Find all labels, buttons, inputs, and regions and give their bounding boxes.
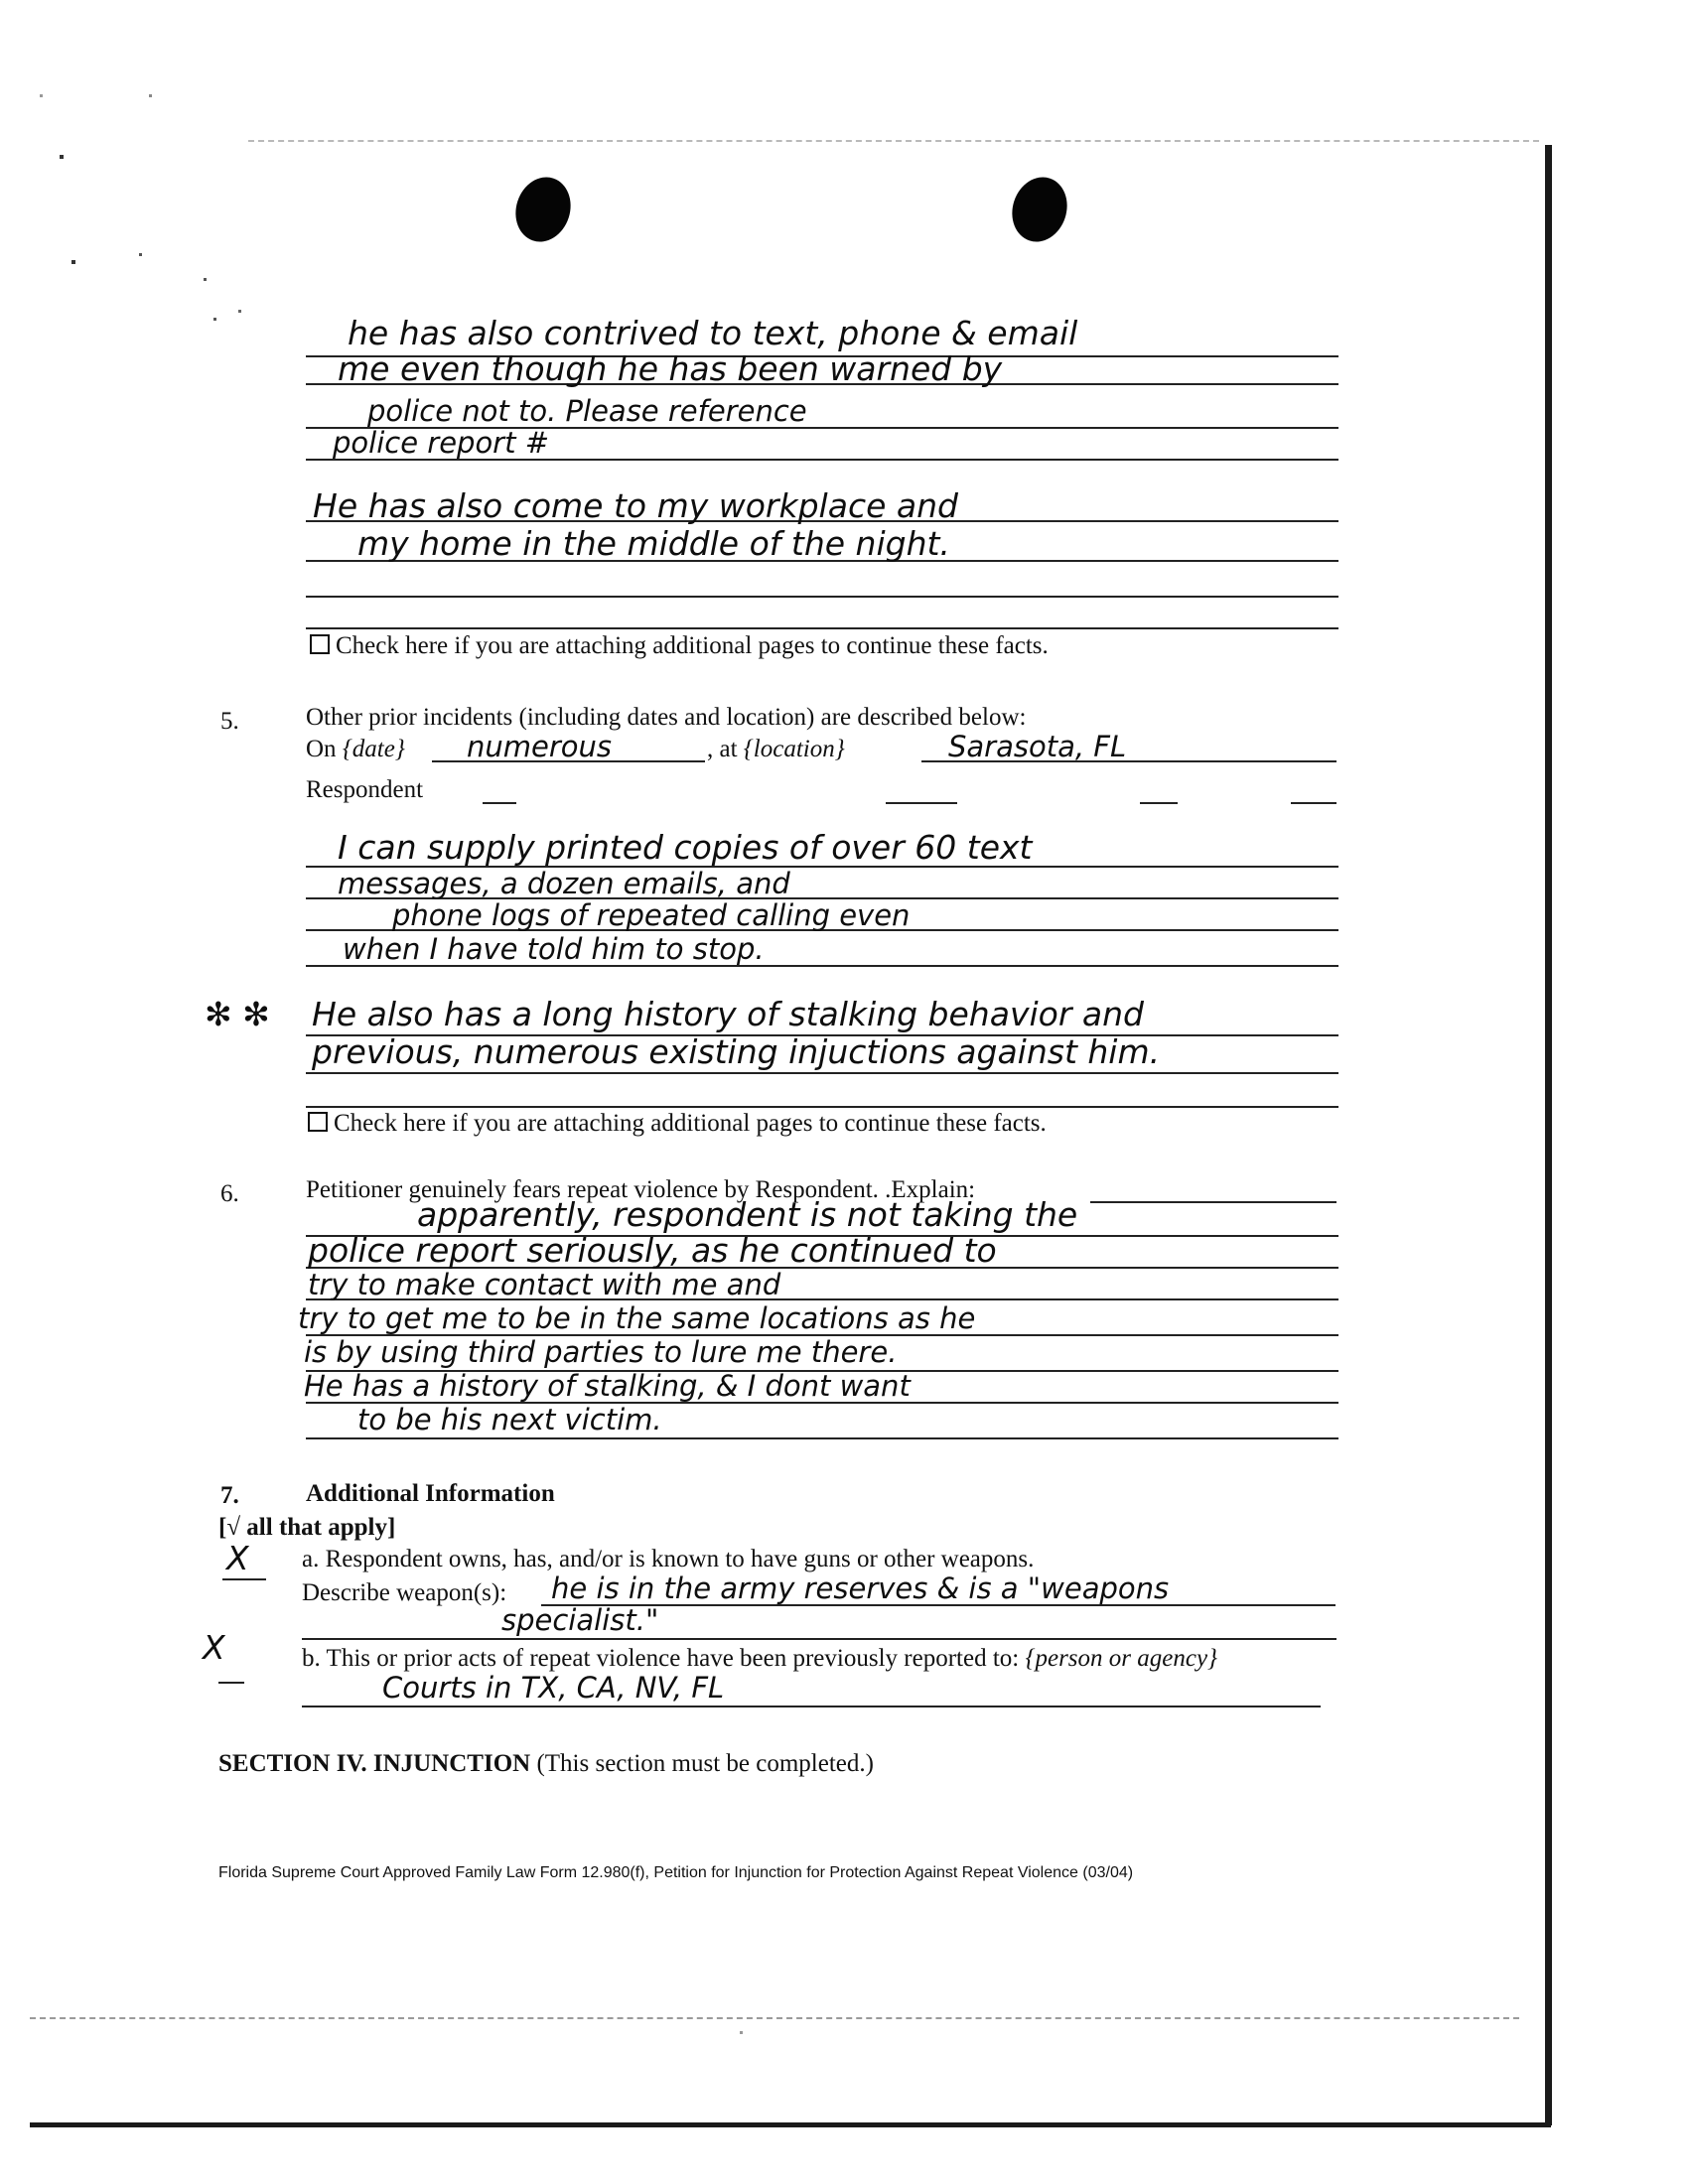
item-5-text-1: I can supply printed copies of over 60 text [338,828,1033,867]
item-7-title: Additional Information [306,1480,555,1507]
attach-pages-label-1: Check here if you are attaching additional pages to continue these facts. [336,632,1049,659]
attach-pages-label-2: Check here if you are attaching additional pages to continue these facts. [334,1110,1047,1137]
item-7a-describe-line-2 [302,1638,1336,1640]
item-5-text-4: when I have told him to stop. [343,932,765,966]
location-label [707,735,845,764]
narrative-text-6: my home in the middle of the night. [357,524,950,563]
item-7b-hint: {person or agency} [1025,1645,1218,1672]
item-6-text-2: police report seriously, as he continued to [308,1231,997,1270]
at-label: , at [707,736,738,762]
item-5-text-3: phone logs of repeated calling even [392,898,911,932]
item-6-intro: Petitioner genuinely fears repeat violence by Respondent. .Explain: [306,1176,976,1203]
on-label: On [306,736,337,762]
item-7a-describe-value[interactable]: he is in the army reserves & is a "weapons [551,1571,1170,1605]
narrative-text-2: me even though he has been warned by [338,349,1003,388]
narrative-text-3: police not to. Please reference [367,394,807,428]
item-5-note-1: He also has a long history of stalking behavior and [312,995,1144,1033]
item-7b-mark[interactable]: X [203,1628,225,1667]
item-5-on-label [306,735,405,764]
item-5-line-6 [306,1072,1338,1074]
respondent-label: Respondent [306,776,424,803]
respondent-blank-4 [1291,802,1336,804]
narrative-line-8 [306,627,1338,629]
item-6-text-4: try to get me to be in the same locations as he [298,1301,976,1335]
item-5-text-2: messages, a dozen emails, and [338,867,790,900]
narrative-text-1: he has also contrived to text, phone & email [348,314,1078,352]
asterisk-marks: ✻ ✻ [205,995,270,1033]
item-5-note-2: previous, numerous existing injuctions against him. [312,1032,1161,1071]
respondent-blank-1 [483,802,516,804]
location-hint: {location} [743,736,845,762]
item-7a-mark-line [222,1578,266,1580]
item-6-explain-line [1090,1201,1336,1203]
item-6-text-3: try to make contact with me and [308,1268,781,1301]
date-label: {date} [342,736,405,762]
item-6-text-7: to be his next victim. [357,1403,662,1436]
item-7-number: 7. [220,1482,239,1509]
item-6-line-7 [306,1437,1338,1439]
all-that-apply-text: [√ all that apply] [218,1514,396,1541]
attach-pages-checkbox-1[interactable] [310,634,330,654]
respondent-blank-2 [886,802,957,804]
attach-pages-checkbox-2[interactable] [308,1112,328,1132]
narrative-text-5: He has also come to my workplace and [313,486,958,525]
item-7a-describe-value-2[interactable]: specialist." [501,1603,659,1637]
date-field-value[interactable]: numerous [467,730,613,763]
item-5-line-7 [306,1106,1338,1108]
item-7b-mark-line [218,1682,244,1684]
section-4-note: (This section must be completed.) [536,1750,874,1777]
location-field-value[interactable]: Sarasota, FL [948,730,1127,763]
item-7a-mark[interactable]: X [226,1539,249,1577]
item-7b-value[interactable]: Courts in TX, CA, NV, FL [382,1671,725,1705]
item-6-text-1: apparently, respondent is not taking the [417,1195,1078,1234]
respondent-blank-3 [1140,802,1178,804]
item-7a-text: a. Respondent owns, has, and/or is known to have guns or other weapons. [302,1546,1035,1572]
narrative-line-7 [306,596,1338,598]
attach-pages-checkbox-row-2[interactable] [308,1109,1047,1139]
section-4-title: SECTION IV. INJUNCTION [218,1750,531,1777]
section-4-heading [218,1749,874,1779]
item-5-intro: Other prior incidents (including dates and location) are described below: [306,704,1027,731]
item-5-number: 5. [220,708,239,735]
item-6-text-6: He has a history of stalking, & I dont want [304,1369,911,1403]
item-6-text-5: is by using third parties to lure me there. [304,1335,898,1369]
item-6-number: 6. [220,1180,239,1207]
item-7b-label: b. This or prior acts of repeat violence have been previously reported to: [302,1645,1020,1672]
form-footer: Florida Supreme Court Approved Family Law Form 12.980(f), Petition for Injunction for Protection Against Repeat Violence (03/04) [218,1864,1134,1881]
attach-pages-checkbox-row-1[interactable] [310,631,1049,661]
item-7a-describe-label: Describe weapon(s): [302,1579,507,1606]
narrative-text-4: police report # [333,426,549,460]
item-7b-line [302,1706,1321,1707]
